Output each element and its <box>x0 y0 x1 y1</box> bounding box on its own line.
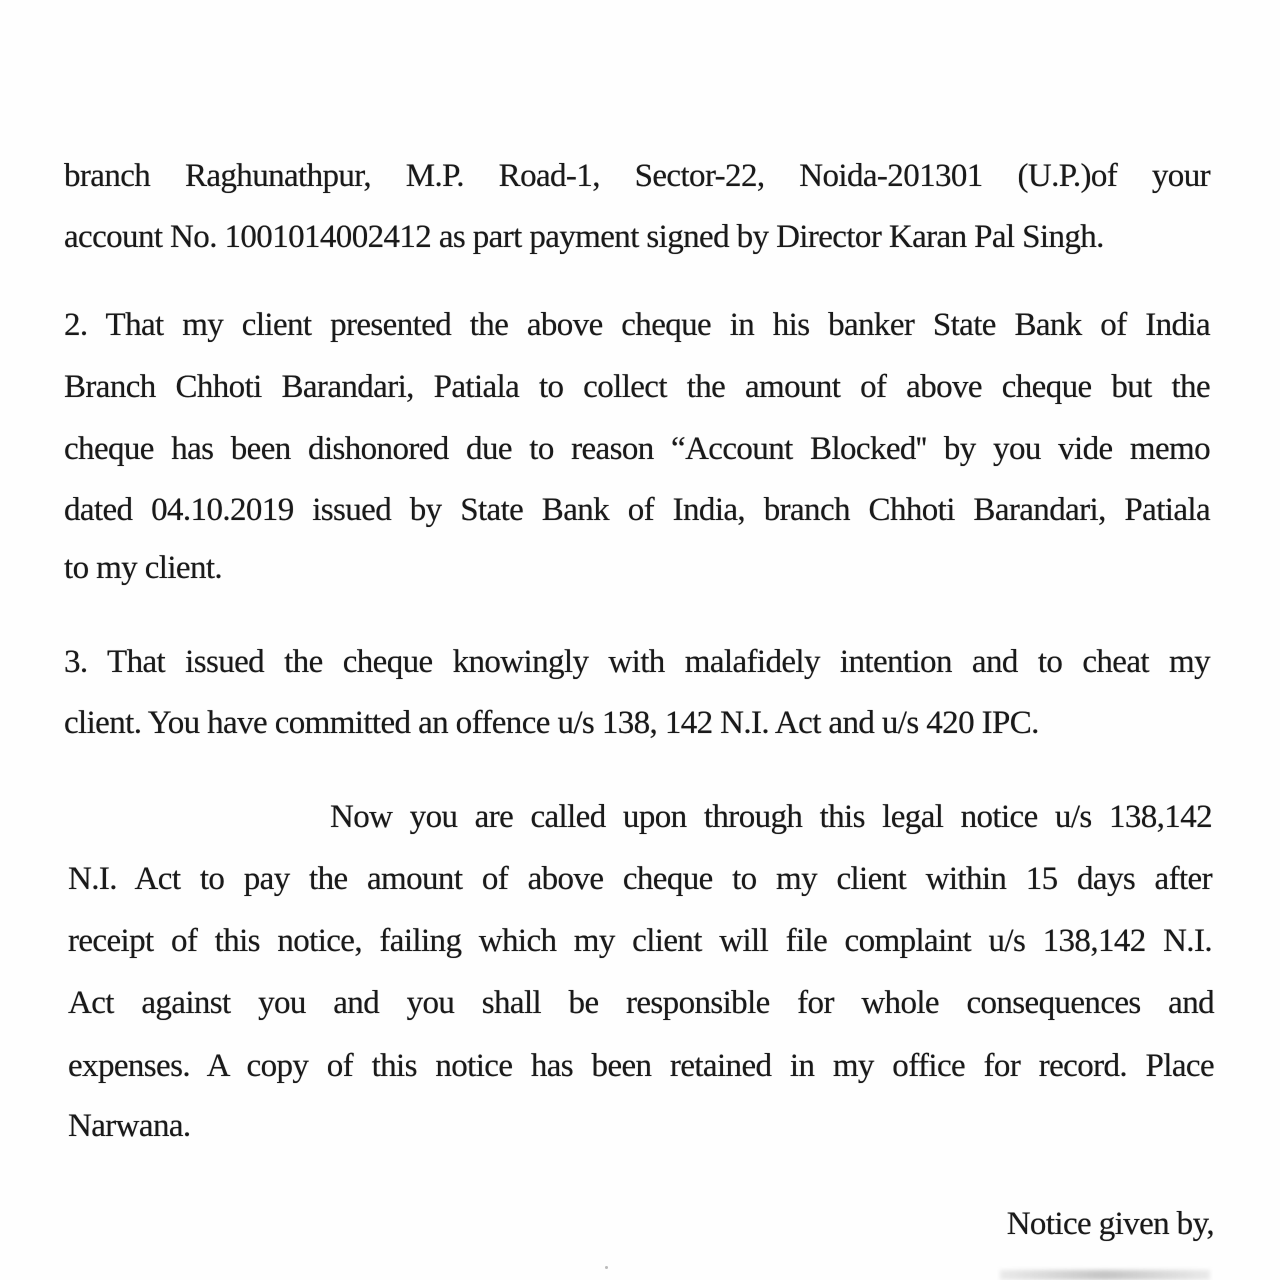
paragraph-2-line-5: to my client. <box>64 550 223 586</box>
cropped-signature-line <box>1000 1270 1210 1280</box>
demand-line-2: N.I. Act to pay the amount of above cheque to my client within 15 days after <box>68 861 1212 897</box>
demand-line-3: receipt of this notice, failing which my client will file complaint u/s 138,142 N.I. <box>68 923 1212 959</box>
paragraph-3-line-2: client. You have committed an offence u/s 138, 142 N.I. Act and u/s 420 IPC. <box>64 705 1039 741</box>
paragraph-1-line-1: branch Raghunathpur, M.P. Road-1, Sector-22, Noida-201301 (U.P.)of your <box>64 158 1210 194</box>
scan-speck <box>605 1266 608 1269</box>
paragraph-2-line-2: Branch Chhoti Barandari, Patiala to collect the amount of above cheque but the <box>64 369 1210 405</box>
paragraph-2-line-4: dated 04.10.2019 issued by State Bank of India, branch Chhoti Barandari, Patiala <box>64 492 1210 528</box>
demand-line-6: Narwana. <box>68 1108 191 1144</box>
demand-line-4: Act against you and you shall be responsible for whole consequences and <box>68 985 1214 1021</box>
notice-given-by: Notice given by, <box>1006 1206 1214 1242</box>
paragraph-3-line-1: 3. That issued the cheque knowingly with malafidely intention and to cheat my <box>64 644 1210 680</box>
paragraph-1-line-2: account No. 1001014002412 as part payment signed by Director Karan Pal Singh. <box>64 219 1104 255</box>
demand-line-1: Now you are called upon through this legal notice u/s 138,142 <box>330 799 1212 835</box>
paragraph-2-line-1: 2. That my client presented the above cheque in his banker State Bank of India <box>64 307 1210 343</box>
paragraph-2-line-3: cheque has been dishonored due to reason “Account Blocked'' by you vide memo <box>64 431 1210 467</box>
demand-line-5: expenses. A copy of this notice has been retained in my office for record. Place <box>68 1048 1214 1084</box>
